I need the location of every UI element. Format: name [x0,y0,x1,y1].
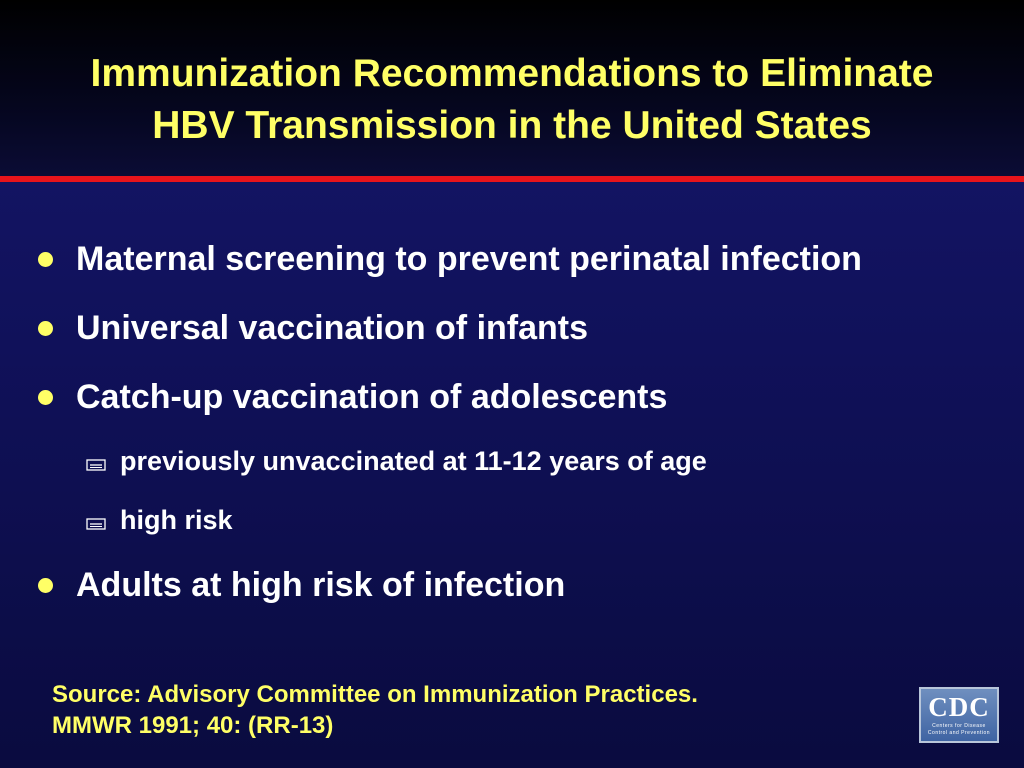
cdc-logo [919,687,999,743]
pencil-bullet-icon [86,459,106,471]
bullet-text: Adults at high risk of infection [76,566,566,604]
cdc-logo-subtitle-line-1: Centers for Disease [932,723,986,729]
bullet-text: Catch-up vaccination of adolescents [76,378,668,416]
sub-bullet-text: high risk [120,505,233,535]
slide-title-line-2: HBV Transmission in the United States [152,104,872,147]
bullet-dot-icon [38,578,53,593]
bullet-text: Maternal screening to prevent perinatal infection [76,240,862,278]
cdc-logo-subtitle [925,723,993,737]
bullet-text: Universal vaccination of infants [76,309,589,347]
slide-title [0,48,1024,152]
cdc-logo-text: CDC [928,692,990,722]
title-divider [0,176,1024,182]
sub-bullet-text: previously unvaccinated at 11-12 years of age [120,446,707,476]
source-line-1: Source: Advisory Committee on Immunization Practices. [52,681,698,708]
cdc-logo-subtitle-line-2: Control and Prevention [927,730,991,736]
bullet-dot-icon [38,321,53,336]
bullet-dot-icon [38,252,53,267]
slide-title-line-1: Immunization Recommendations to Eliminate [90,52,934,95]
pencil-bullet-icon [86,518,106,530]
source-citation [52,679,698,741]
bullet-dot-icon [38,390,53,405]
source-line-2: MMWR 1991; 40: (RR-13) [52,712,334,739]
